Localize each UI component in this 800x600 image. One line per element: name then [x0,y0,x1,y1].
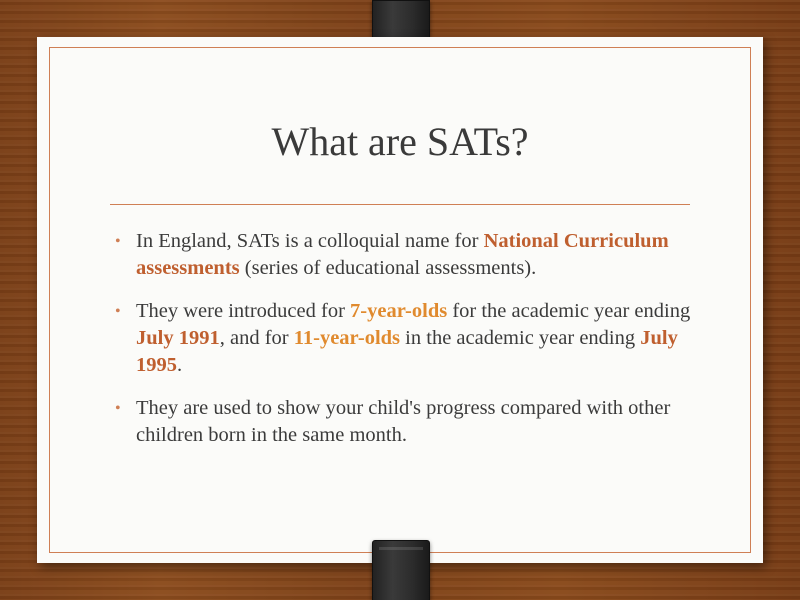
highlight-national-curriculum: National Curriculum assessments [136,230,669,279]
bullet-dot-icon: • [115,233,121,250]
bullet-text: They were introduced for [136,300,351,322]
highlight-11-year-olds: 11-year-olds [293,327,401,349]
highlight-july-1995: July 1995 [136,327,678,376]
bullet-dot-icon: • [115,303,121,320]
bullet-text: for the academic year ending [447,300,691,322]
bullet-text: In England, SATs is a colloquial name for [136,230,484,252]
bullet-item-introduction [115,298,700,379]
bullet-list [115,228,700,465]
bullet-text: in the academic year ending [400,327,641,349]
bullet-text: (series of educational assessments). [239,257,537,279]
highlight-july-1991: July 1991 [136,327,220,349]
bullet-text: , and for [219,327,294,349]
bullet-dot-icon: • [115,400,121,417]
binder-clip-bottom [372,540,430,600]
bullet-text: . [177,354,183,376]
title-divider [110,204,690,205]
bullet-item-sats-definition [115,228,700,282]
bullet-text: They are used to show your child's progress compared with other children born in the same month. [136,397,671,446]
highlight-7-year-olds: 7-year-olds [350,300,448,322]
slide-title: What are SATs? [271,119,529,164]
bullet-item-purpose [115,395,700,449]
